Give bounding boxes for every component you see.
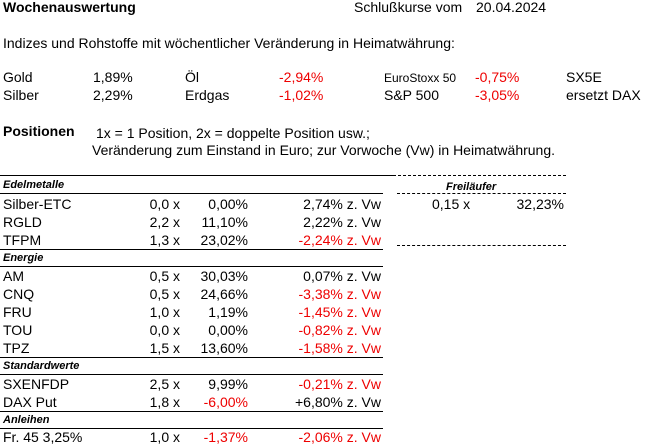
position-pct: -1,37% xyxy=(203,429,248,445)
index-name: Öl xyxy=(185,69,199,85)
divider xyxy=(0,266,383,267)
position-qty: 2,5 x xyxy=(149,376,180,392)
freilaeufer-title: Freiläufer xyxy=(446,181,497,193)
section-header: Edelmetalle xyxy=(3,179,65,191)
index-change: 2,29% xyxy=(93,87,133,103)
divider xyxy=(397,245,566,246)
position-qty: 1,0 x xyxy=(149,429,180,445)
freilaeufer-pct: 32,23% xyxy=(516,196,564,212)
freilaeufer-qty: 0,15 x xyxy=(432,196,471,212)
divider xyxy=(0,193,383,194)
index-name: S&P 500 xyxy=(384,87,440,103)
position-vw: -0,82% z. Vw xyxy=(298,322,381,338)
position-name: SXENFDP xyxy=(3,376,70,392)
position-name: DAX Put xyxy=(3,394,57,410)
position-name: CNQ xyxy=(3,286,35,302)
position-vw: -0,21% z. Vw xyxy=(298,376,381,392)
position-pct: 13,60% xyxy=(200,340,248,356)
index-name: Gold xyxy=(3,69,33,85)
index-change: 1,89% xyxy=(93,69,133,85)
indices-title: Indizes und Rohstoffe mit wöchentlicher Veränderung in Heimatwährung: xyxy=(3,35,455,51)
divider xyxy=(397,193,566,194)
position-name: TFPM xyxy=(3,232,42,248)
position-name: TPZ xyxy=(3,340,30,356)
position-qty: 0,0 x xyxy=(149,322,180,338)
page-title: Wochenauswertung xyxy=(3,0,136,15)
position-pct: 1,19% xyxy=(208,304,248,320)
position-name: RGLD xyxy=(3,214,42,230)
index-change: -1,02% xyxy=(279,87,324,103)
closing-date: 20.04.2024 xyxy=(476,0,547,15)
index-change: -3,05% xyxy=(475,87,520,103)
position-pct: 24,66% xyxy=(200,286,248,302)
position-vw: -1,58% z. Vw xyxy=(298,340,381,356)
section-header: Energie xyxy=(3,252,44,264)
divider xyxy=(0,249,383,250)
index-name: ersetzt DAX xyxy=(566,87,641,103)
position-vw: +6,80% z. Vw xyxy=(295,394,381,410)
index-change: -0,75% xyxy=(475,69,520,85)
position-qty: 1,8 x xyxy=(149,394,180,410)
position-qty: 2,2 x xyxy=(149,214,180,230)
position-name: TOU xyxy=(3,322,33,338)
position-qty: 1,3 x xyxy=(149,232,180,248)
position-qty: 1,5 x xyxy=(149,340,180,356)
position-pct: 0,00% xyxy=(208,322,248,338)
position-qty: 0,0 x xyxy=(149,196,180,212)
index-name: EuroStoxx 50 xyxy=(384,71,457,85)
position-vw: -3,38% z. Vw xyxy=(298,286,381,302)
position-vw: -2,24% z. Vw xyxy=(298,232,381,248)
position-pct: 23,02% xyxy=(200,232,248,248)
position-vw: -2,06% z. Vw xyxy=(298,429,381,445)
position-name: Fr. 45 3,25% xyxy=(3,429,83,445)
position-name: FRU xyxy=(3,304,32,320)
divider xyxy=(0,411,383,412)
index-name: Erdgas xyxy=(185,87,230,103)
position-qty: 0,5 x xyxy=(149,286,180,302)
section-header: Standardwerte xyxy=(3,360,80,372)
section-header: Anleihen xyxy=(3,414,50,426)
index-name: SX5E xyxy=(566,69,602,85)
position-pct: 11,10% xyxy=(201,214,248,230)
divider xyxy=(0,175,395,176)
position-vw: 2,22% z. Vw xyxy=(303,214,381,230)
position-name: Silber-ETC xyxy=(3,196,72,212)
positions-note: 1x = 1 Position, 2x = doppelte Position usw.; xyxy=(96,125,370,141)
position-pct: 0,00% xyxy=(208,196,248,212)
position-qty: 1,0 x xyxy=(149,304,180,320)
position-name: AM xyxy=(3,268,24,284)
position-vw: 2,74% z. Vw xyxy=(303,196,381,212)
position-qty: 0,5 x xyxy=(149,268,180,284)
positions-note: Veränderung zum Einstand in Euro; zur Vorwoche (Vw) in Heimatwährung. xyxy=(92,142,556,158)
positions-title: Positionen xyxy=(3,123,75,139)
index-name: Silber xyxy=(3,87,39,103)
divider xyxy=(0,357,383,358)
divider xyxy=(0,374,383,375)
position-vw: 0,07% z. Vw xyxy=(303,268,381,284)
position-pct: 30,03% xyxy=(200,268,248,284)
position-vw: -1,45% z. Vw xyxy=(298,304,381,320)
position-pct: 9,99% xyxy=(208,376,248,392)
position-pct: -6,00% xyxy=(203,394,248,410)
closing-label: Schlußkurse vom xyxy=(354,0,463,15)
index-change: -2,94% xyxy=(279,69,324,85)
divider xyxy=(383,175,566,176)
